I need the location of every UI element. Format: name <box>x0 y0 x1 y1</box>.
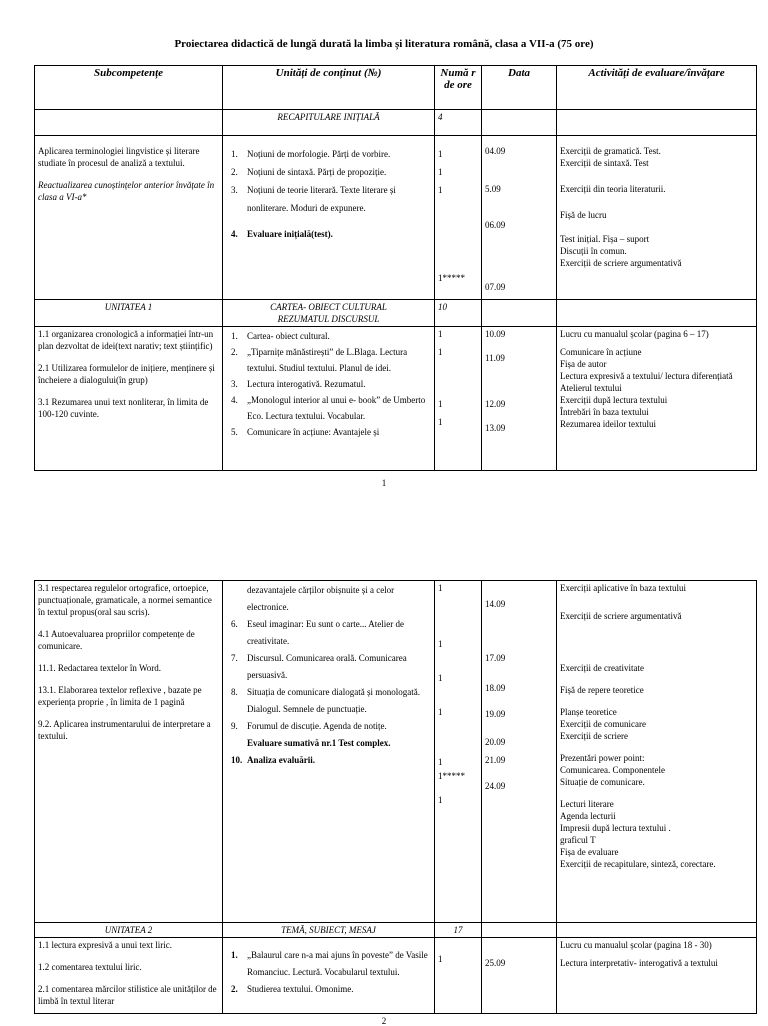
unit-2-label: UNITATEA 2 <box>35 923 223 938</box>
dates-cell: 04.09 5.09 06.09 07.09 <box>482 136 557 300</box>
header-ore: Numă r de ore <box>435 66 482 110</box>
hours-cell: 1 1 1 1***** <box>435 136 482 300</box>
subcompetente-cell: 1.1 organizarea cronologică a informației într-un plan dezvoltat de idei(text narativ; text științific) 2.1 Utilizarea formulelor de inițiere, menținere și încheiere a dialogului(în grup) 3.1 Rezumarea unui text nonliterar, în limita de 100-120 cuvinte. <box>35 327 223 471</box>
content-item: 1. Noțiuni de morfologie. Părți de vorbire. <box>231 149 391 159</box>
unit-2-hours: 17 <box>435 923 482 938</box>
page-title: Proiectarea didactică de lungă durată la limba și literatura română, clasa a VII-a (75 ore) <box>174 38 594 50</box>
activities-cell: Lucru cu manualul școlar (pagina 18 - 30) Lectura interpretativ- interogativă a textului <box>557 938 757 1014</box>
header-data: Data <box>482 66 557 110</box>
dates-cell: 10.09 11.09 12.09 13.09 <box>482 327 557 471</box>
continut-cell: 1. „Balaurul care n-a mai ajuns în poveste” de Vasile Romanciuc. Lectură. Vocabularul textului. 2. Studierea textului. Omonime. <box>223 938 435 1014</box>
page-number-1: 1 <box>381 478 387 488</box>
plan-table-page-2 <box>34 580 757 1014</box>
subcompetente-cell: 1.1 lectura expresivă a unui text liric. 1.2 comentarea textului liric. 2.1 comentarea mărcilor stilistice ale unităților de limbă în textul literar <box>35 938 223 1014</box>
header-activitati: Activități de evaluare/învățare <box>557 66 757 110</box>
continut-cell <box>223 136 435 300</box>
dates-cell: 25.09 <box>482 938 557 1014</box>
subcompetenta: Aplicarea terminologiei lingvistice și literare studiate în procesul de analiză a textului. <box>38 146 200 168</box>
unit-1-hours: 10 <box>435 300 482 327</box>
content-item: 3. Noțiuni de teorie literară. Texte literare și nonliterare. Moduri de expunere. <box>231 185 396 213</box>
content-item: 4. Evaluare inițială(test). <box>231 229 333 239</box>
subcompetenta-italic: Reactualizarea cunoștințelor anterior învățate în clasa a VI-a* <box>38 180 215 202</box>
page-number-2: 2 <box>381 1016 387 1026</box>
activities-cell: Exerciții aplicative în baza textului Exerciții de scriere argumentativă Exerciții de creativitate Fișă de repere teoretice Planșe teoretice Exerciții de comunicare Exerciții de scriere Prezentări power point: Comunicarea. Componentele Situație de comunicare. Lecturi literare Agenda lecturii Impresii după lectura textului . graficul T Fișa de evaluare Exerciții de recapitulare, sinteză, corectare. <box>557 581 757 923</box>
subcompetente-cell <box>35 136 223 300</box>
recap-hours: 4 <box>435 110 482 136</box>
plan-table-page-1 <box>34 65 757 471</box>
header-subcompetente: Subcompetențe <box>35 66 223 110</box>
unit-1-label: UNITATEA 1 <box>35 300 223 327</box>
subcompetente-cell: 3.1 respectarea regulelor ortografice, ortoepice, punctuaționale, gramaticale, a normei semantice în textul propus(oral sau scris). 4.1 Autoevaluarea propriilor competențe de comunicare. 11.1. Redactarea textelor în Word. 13.1. Elaborarea textelor reflexive , bazate pe experiența proprie , în limita de 1 pagină 9.2. Aplicarea instrumentarului de interpretare a textului. <box>35 581 223 923</box>
continut-cell: 1. Cartea- obiect cultural. 2. „Tiparnițe mănăstirești” de L.Blaga. Lectura textului. Studiul textului. Planul de idei. 3. Lectura interogativă. Rezumatul. 4. „Monologul interior al unui e- book” de Umberto Eco. Lectura textului. Vocabular. 5. Comunicare în acțiune: Avantajele și <box>223 327 435 471</box>
dates-cell: 14.09 17.09 18.09 19.09 20.09 21.09 24.09 <box>482 581 557 923</box>
activities-cell: Exerciții de gramatică. Test. Exerciții de sintaxă. Test Exerciții din teoria literaturii. Fișă de lucru Test inițial. Fișa – suport Discuții în comun. Exerciții de scriere argumentativă <box>557 136 757 300</box>
hours-cell: 1 <box>435 938 482 1014</box>
hours-cell: 1 1 1 1 <box>435 327 482 471</box>
continut-cell: dezavantajele cărților obișnuite și a celor electronice. 6. Eseul imaginar: Eu sunt o carte... Atelier de creativitate. 7. Discursul. Comunicarea orală. Comunicarea persuasivă. 8. Situația de comunicare dialogată și monologată. Dialogul. Semnele de punctuație. 9. Forumul de discuție. Agenda de notițe. Evaluare sumativă nr.1 Test complex. 10. Analiza evaluării. <box>223 581 435 923</box>
activities-cell: Lucru cu manualul școlar (pagina 6 – 17) Comunicare în acțiune Fișa de autor Lectura expresivă a textului/ lectura diferențiată Atelierul textului Exerciții după lectura textului Întrebări în baza textului Rezumarea ideilor textului <box>557 327 757 471</box>
recap-label: RECAPITULARE INIȚIALĂ <box>223 110 435 136</box>
content-item: 2. Noțiuni de sintaxă. Părți de propoziție. <box>231 167 387 177</box>
unit-2-title: TEMĂ, SUBIECT, MESAJ <box>223 923 435 938</box>
hours-cell: 1 1 1 1 1 1***** 1 <box>435 581 482 923</box>
unit-1-title: CARTEA- OBIECT CULTURAL REZUMATUL DISCURSUL <box>223 300 435 327</box>
header-unitati: Unități de conținut (№) <box>223 66 435 110</box>
